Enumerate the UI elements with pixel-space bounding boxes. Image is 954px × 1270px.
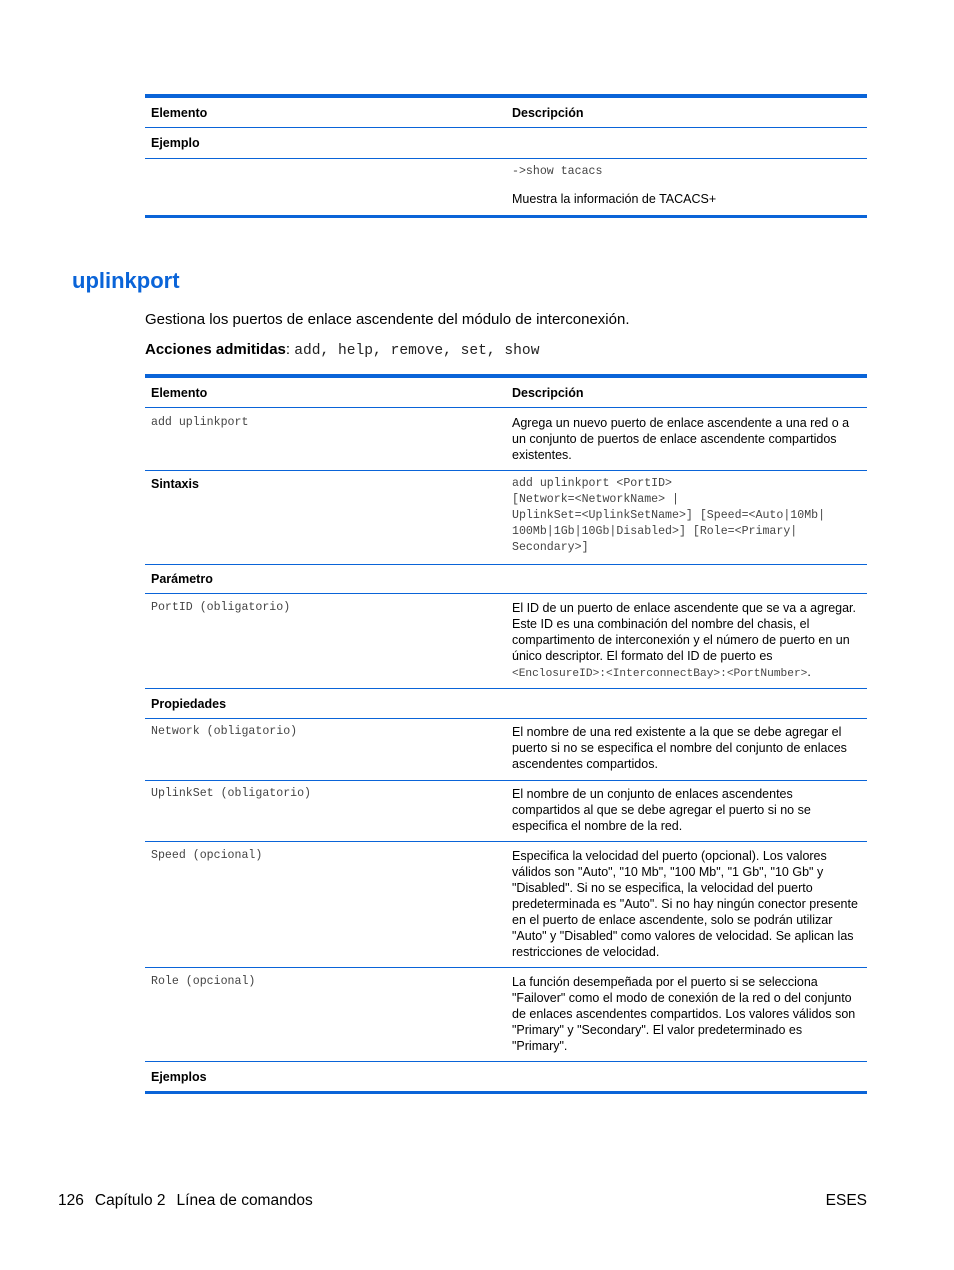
column-header-element: Elemento: [151, 385, 208, 400]
example-description: Muestra la información de TACACS+: [512, 192, 717, 206]
properties-label: Propiedades: [151, 696, 227, 711]
table-row-uplinkset: [145, 781, 867, 842]
table-row-example: [145, 159, 867, 215]
chapter-number: Capítulo 2: [94, 1192, 166, 1209]
table-row-properties-label: [145, 689, 867, 719]
column-header-description: Descripción: [512, 105, 584, 120]
supported-actions: Acciones admitidas: add, help, remove, set, show: [145, 341, 540, 359]
element-speed: Speed (opcional): [151, 849, 263, 862]
description-role: La función desempeñada por el puerto si se selecciona "Failover" como el modo de conexión de la red o del conjunto de enlaces ascendentes compartidos. Los valores válidos son "Primary" y "Secondary". El valor predeterminado es "Primary".: [512, 975, 856, 1053]
examples-label: Ejemplos: [151, 1069, 207, 1084]
example-code: ->show tacacs: [512, 165, 603, 178]
table-row-examples-label: [145, 1062, 867, 1091]
table-row-add: [145, 408, 867, 471]
footer-locale: ESES: [825, 1192, 867, 1209]
table-row-portid: [145, 594, 867, 689]
table-row-parameter-label: [145, 565, 867, 594]
description-add-uplinkport: Agrega un nuevo puerto de enlace ascendente a una red o a un conjunto de puertos de enlace ascendente compartidos existentes.: [512, 416, 850, 462]
element-uplinkset: UplinkSet (obligatorio): [151, 787, 312, 800]
section-intro: Gestiona los puertos de enlace ascendente del módulo de interconexión.: [145, 311, 630, 328]
section-title: uplinkport: [72, 268, 180, 293]
description-speed: Especifica la velocidad del puerto (opcional). Los valores válidos son "Auto", "10 Mb", "100 Mb", "1 Gb", "10 Gb" y "Disabled". Si no se especifica, la velocidad del puerto predeterminada es "Auto". Si no hay ningún conector presente en el puerto de enlace ascendente, solo se podrán utilizar "Auto" y "Disabled" como valores de velocidad. Se aplican las restricciones de velocidad.: [512, 849, 858, 959]
supported-actions-list: add, help, remove, set, show: [294, 343, 540, 359]
description-network: El nombre de una red existente a la que se debe agregar el puerto si no se especifica el nombre del conjunto de enlaces ascendentes compartidos.: [512, 725, 847, 771]
page-footer: [58, 1192, 324, 1210]
element-network: Network (obligatorio): [151, 725, 298, 738]
table-header-row: [145, 378, 867, 408]
chapter-title: Línea de comandos: [176, 1192, 313, 1209]
element-add-uplinkport: add uplinkport: [151, 416, 249, 429]
syntax-label: Sintaxis: [151, 477, 199, 491]
table-row-speed: [145, 842, 867, 968]
table-row-role: [145, 968, 867, 1062]
column-header-element: Elemento: [151, 105, 208, 120]
table-header-row: [145, 98, 867, 128]
description-uplinkset: El nombre de un conjunto de enlaces ascendentes compartidos al que se debe agregar el puerto si no se especifica el nombre de la red.: [512, 787, 811, 833]
portid-format: <EnclosureID>:<InterconnectBay>:<PortNumber>: [512, 668, 808, 680]
table-bottom-rule: [145, 215, 867, 218]
table-uplinkport: [145, 374, 867, 1094]
example-label: Ejemplo: [151, 136, 200, 150]
syntax-code: add uplinkport <PortID> [Network=<NetworkName> | UplinkSet=<UplinkSetName>] [Speed=<Auto|10Mb| 100Mb|1Gb|10Gb|Disabled>] [Role=<Primary| Secondary>]: [512, 477, 826, 554]
page-number: 126: [58, 1192, 84, 1209]
element-portid: PortID (obligatorio): [151, 601, 291, 614]
table-bottom-rule: [145, 1091, 867, 1094]
column-header-description: Descripción: [512, 385, 584, 400]
table-row-syntax: [145, 471, 867, 565]
parameter-label: Parámetro: [151, 572, 213, 586]
description-portid: El ID de un puerto de enlace ascendente que se va a agregar. Este ID es una combinación del nombre del chasis, el compartimento de interconexión y el número de puerto en un único descriptor. El formato del ID de puerto es <EnclosureID>:<InterconnectBay>:<PortNumber>.: [512, 601, 856, 680]
supported-actions-label: Acciones admitidas: [145, 341, 286, 358]
table-row-network: [145, 719, 867, 781]
table-show-tacacs: [145, 94, 867, 218]
element-role: Role (opcional): [151, 975, 256, 988]
table-row-example-label: [145, 128, 867, 159]
